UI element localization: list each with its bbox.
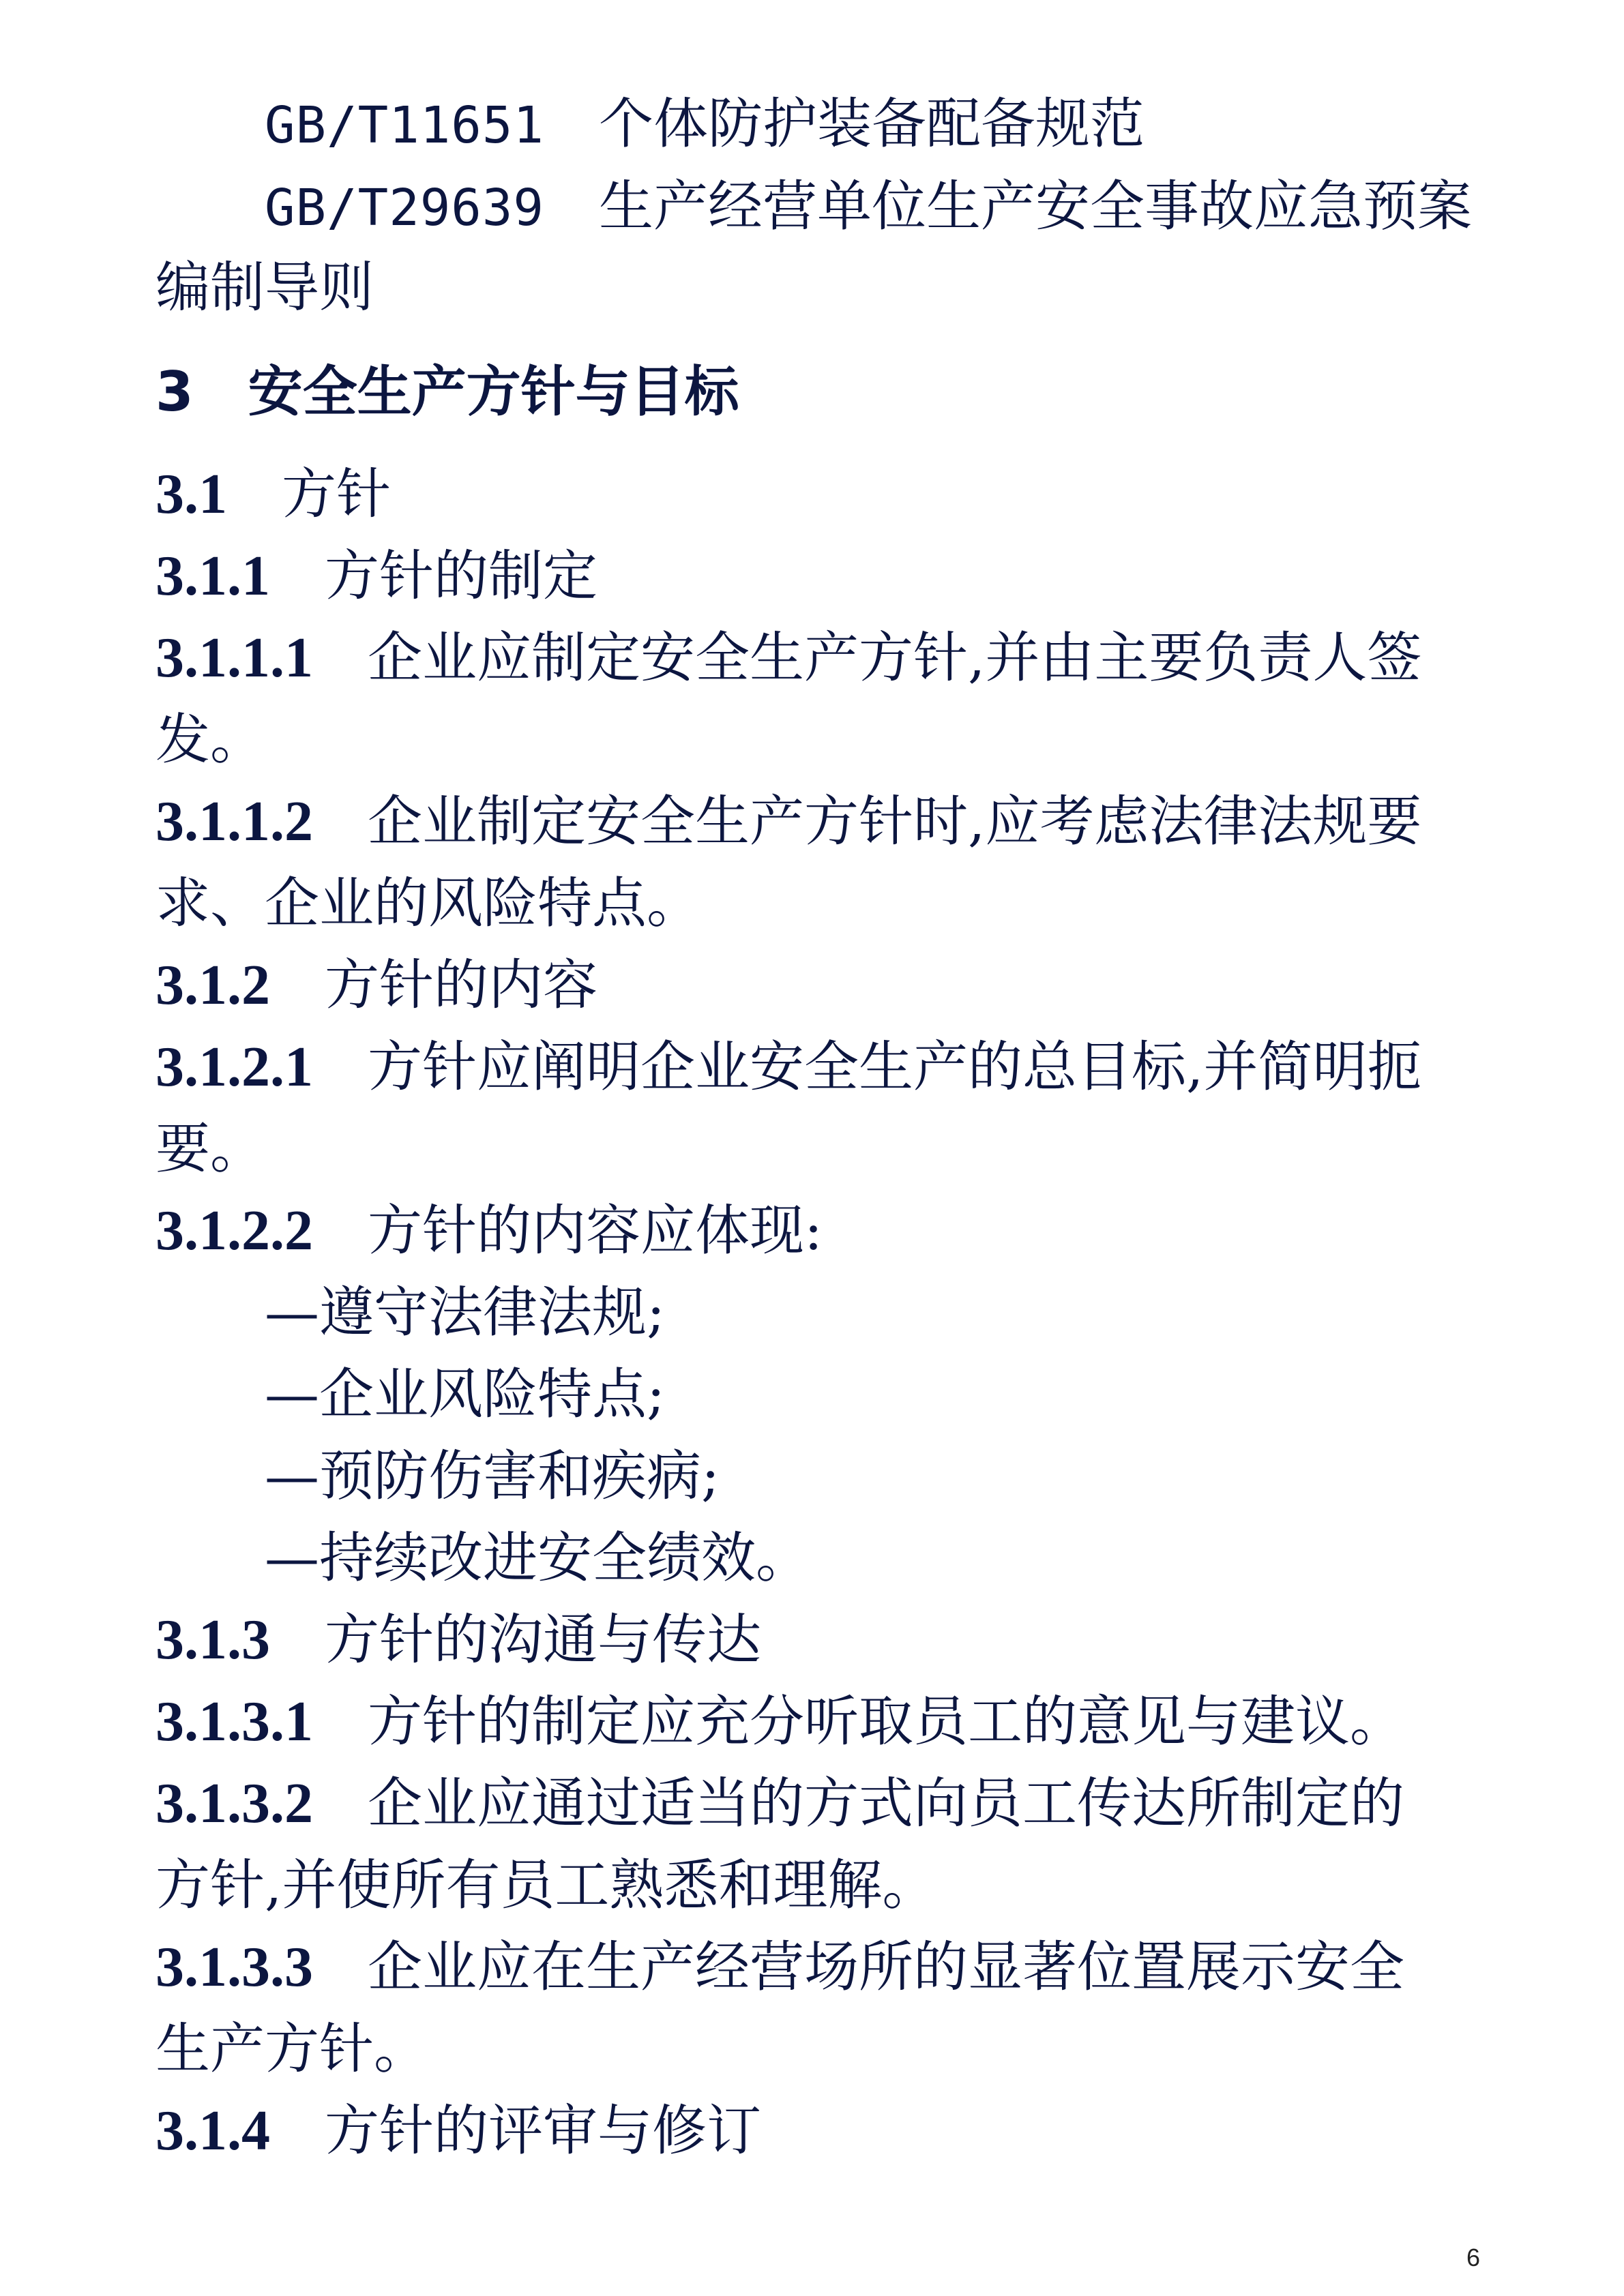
clause-number: 3.1.4: [156, 2099, 270, 2162]
clause: [156, 1026, 1421, 1108]
reference-title: 个体防护装备配备规范: [598, 92, 1145, 155]
clause-number: 3.1.1.1: [156, 626, 313, 689]
clause-number: 3.1.3.1: [156, 1690, 313, 1753]
clause: [156, 781, 1421, 863]
clause-number: 3.1.2: [156, 953, 270, 1017]
subsection-heading: [156, 1599, 761, 1681]
clause-number: 3.1.1.2: [156, 790, 313, 853]
reference-continuation: 编制导则: [156, 256, 374, 319]
page-number: 6: [1466, 2243, 1481, 2271]
reference-line: [265, 83, 1145, 166]
clause: [156, 1681, 1404, 1763]
clause-continuation: 求、企业的风险特点。: [156, 871, 701, 935]
clause-number: 3.1.2.1: [156, 1035, 313, 1099]
clause-text: 企业应制定安全生产方针,并由主要负责人签: [368, 626, 1422, 689]
clause-number: 3.1.3.3: [156, 1935, 313, 1999]
clause-number: 3.1.3: [156, 1608, 270, 1671]
subsection-heading: [156, 2090, 761, 2172]
reference-code: GB/T29639: [265, 179, 544, 237]
subsection-heading: [156, 535, 597, 617]
clause-number: 3.1: [156, 462, 227, 526]
subsection-heading: [156, 944, 597, 1026]
clause-title: 方针: [282, 462, 391, 526]
clause-number: 3.1.3.2: [156, 1772, 313, 1835]
clause: [156, 1190, 823, 1272]
clause-continuation: 发。: [156, 708, 265, 771]
list-item: —预防伤害和疾病;: [265, 1444, 720, 1508]
clause-number: 3.1.2.2: [156, 1199, 313, 1262]
clause-text: 方针的内容应体现:: [368, 1199, 823, 1262]
section-title: 安全生产方针与目标: [248, 360, 739, 423]
section-number: 3: [156, 360, 194, 423]
clause: [156, 617, 1421, 699]
clause-continuation: 生产方针。: [156, 2017, 428, 2081]
clause: [156, 1926, 1404, 2008]
clause-text: 方针应阐明企业安全生产的总目标,并简明扼: [368, 1035, 1422, 1099]
reference-code: GB/T11651: [265, 96, 544, 155]
list-item: —企业风险特点;: [265, 1362, 665, 1426]
list-item: —持续改进安全绩效。: [265, 1526, 810, 1590]
clause-text: 企业制定安全生产方针时,应考虑法律法规要: [368, 790, 1422, 853]
clause-title: 方针的沟通与传达: [325, 1608, 761, 1671]
list-item: —遵守法律法规;: [265, 1281, 665, 1344]
clause-text: 企业应在生产经营场所的显著位置展示安全: [368, 1935, 1404, 1999]
clause: [156, 1763, 1404, 1845]
clause-title: 方针的制定: [325, 544, 597, 608]
clause-text: 企业应通过适当的方式向员工传达所制定的: [368, 1772, 1404, 1835]
clause-title: 方针的内容: [325, 953, 597, 1017]
section-heading: [156, 351, 739, 433]
clause-continuation: 方针,并使所有员工熟悉和理解。: [156, 1853, 937, 1917]
reference-title: 生产经营单位生产安全事故应急预案: [598, 175, 1472, 238]
clause-continuation: 要。: [156, 1117, 265, 1180]
clause-title: 方针的评审与修订: [325, 2099, 761, 2162]
clause-number: 3.1.1: [156, 544, 270, 608]
clause-text: 方针的制定应充分听取员工的意见与建议。: [368, 1690, 1404, 1753]
subsection-heading: [156, 453, 391, 535]
reference-line: [265, 166, 1472, 249]
